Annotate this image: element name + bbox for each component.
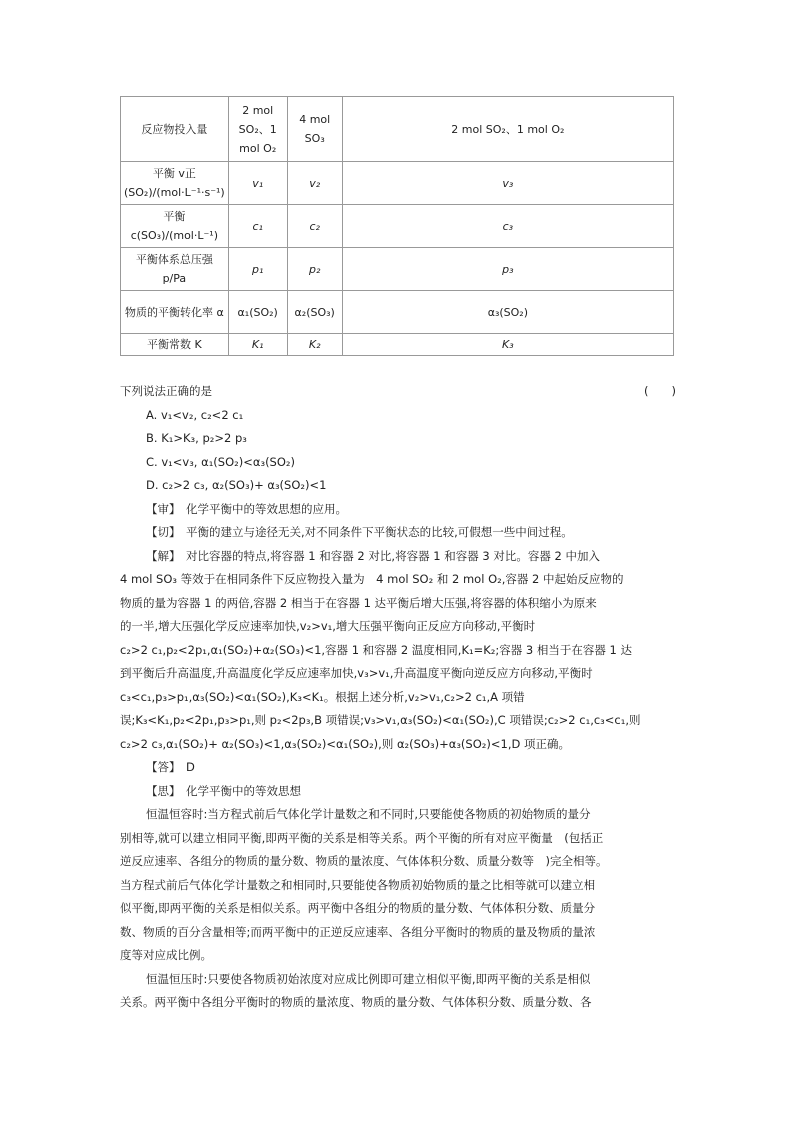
- table-row: [121, 291, 674, 334]
- table-cell: K₃: [342, 334, 673, 356]
- qie-tag: 【切】: [146, 525, 181, 539]
- table-cell: K₁: [228, 334, 287, 356]
- si-tag: 【思】: [146, 783, 181, 798]
- question-block: [120, 380, 676, 1015]
- jie-text: c₃<c₁,p₃>p₁,α₃(SO₂)<α₁(SO₂),K₃<K₁。根据上述分析,v₂>v₁,c₂>2 c₁,A 项错: [120, 689, 525, 704]
- table-header-row: [121, 97, 674, 162]
- jie-text: 物质的量为容器 1 的两倍,容器 2 相当于在容器 1 达平衡后增大压强,将容器的体积缩小为原来: [120, 595, 597, 610]
- table-row: [121, 205, 674, 248]
- para1-text: 数、物质的百分含量相等;而两平衡中的正逆反应速率、各组分平衡时的物质的量及物质的量浓: [120, 924, 596, 939]
- table-cell: 物质的平衡转化率 α: [121, 291, 229, 334]
- option-a: A. v₁<v₂, c₂<2 c₁: [146, 407, 244, 422]
- para1-text: 度等对应成比例。: [120, 948, 212, 962]
- para1-text: 似平衡,即两平衡的关系是相似关系。两平衡中各组分的物质的量分数、气体体积分数、质量分: [120, 901, 596, 915]
- table-cell: α₃(SO₂): [342, 291, 673, 334]
- table-cell: c₁: [228, 205, 287, 248]
- option-b: B. K₁>K₃, p₂>2 p₃: [146, 431, 247, 445]
- table-row: [121, 248, 674, 291]
- qie-line: [120, 521, 676, 545]
- da-text: D: [186, 760, 195, 774]
- jie-text: c₂>2 c₁,p₂<2p₁,α₁(SO₂)+α₂(SO₃)<1,容器 1 和容器 2 温度相同,K₁=K₂;容器 3 相当于在容器 1 达: [120, 642, 633, 657]
- table-cell: v₂: [287, 162, 342, 205]
- table-cell: 反应物投入量: [121, 97, 229, 162]
- table-cell: 2 mol SO₂、1 mol O₂: [228, 97, 287, 162]
- question-text: 下列说法正确的是: [120, 384, 212, 398]
- table-cell: p₃: [342, 248, 673, 291]
- para2-text: 关系。两平衡中各组分平衡时的物质的量浓度、物质的量分数、气体体积分数、质量分数、各: [120, 995, 592, 1009]
- answer-bracket: ( ): [644, 384, 676, 398]
- table-cell: c₂: [287, 205, 342, 248]
- para1-text: 别相等,就可以建立相同平衡,即两平衡的关系是相等关系。两个平衡的所有对应平衡量 (包括正: [120, 830, 604, 845]
- si-text: 化学平衡中的等效思想: [186, 783, 301, 798]
- table-cell: v₁: [228, 162, 287, 205]
- table-cell: v₃: [342, 162, 673, 205]
- si-line: [120, 780, 676, 804]
- table-cell: 平衡常数 K: [121, 334, 229, 356]
- table-cell: c₃: [342, 205, 673, 248]
- jie-tag: 【解】: [146, 548, 181, 563]
- qie-text: 平衡的建立与途径无关,对不同条件下平衡状态的比较,可假想一些中间过程。: [186, 525, 573, 539]
- para2-first: 恒温恒压时:只要使各物质初始浓度对应成比例即可建立相似平衡,即两平衡的关系是相似: [146, 971, 591, 986]
- table-cell: 平衡 v正(SO₂)/(mol·L⁻¹·s⁻¹): [121, 162, 229, 205]
- shen-tag: 【审】: [146, 501, 181, 516]
- para1-text: 逆反应速率、各组分的物质的量分数、物质的量浓度、气体体积分数、质量分数等 )完全相等。: [120, 854, 608, 868]
- shen-text: 化学平衡中的等效思想的应用。: [186, 501, 347, 516]
- table-cell: K₂: [287, 334, 342, 356]
- para1-text: 当方程式前后气体化学计量数之和相同时,只要能使各物质初始物质的量之比相等就可以建立相: [120, 877, 596, 892]
- conditions-table: [120, 96, 674, 356]
- table-cell: 平衡体系总压强 p/Pa: [121, 248, 229, 291]
- da-line: [120, 756, 676, 780]
- option-d: D. c₂>2 c₃, α₂(SO₃)+ α₃(SO₂)<1: [146, 478, 327, 492]
- da-tag: 【答】: [146, 760, 181, 774]
- table-cell: α₁(SO₂): [228, 291, 287, 334]
- jie-text: 到平衡后升高温度,升高温度化学反应速率加快,v₃>v₁,升高温度平衡向逆反应方向移动,平衡时: [120, 666, 593, 680]
- table-cell: 平衡 c(SO₃)/(mol·L⁻¹): [121, 205, 229, 248]
- table-cell: p₂: [287, 248, 342, 291]
- jie-line: [120, 545, 676, 569]
- table-row: [121, 334, 674, 356]
- table-cell: 4 mol SO₃: [287, 97, 342, 162]
- jie-first: 对比容器的特点,将容器 1 和容器 2 对比,将容器 1 和容器 3 对比。容器 2 中加入: [186, 548, 600, 563]
- question-stem: [120, 380, 676, 404]
- jie-text: 的一半,增大压强化学反应速率加快,v₂>v₁,增大压强平衡向正反应方向移动,平衡时: [120, 619, 536, 633]
- shen-line: [120, 498, 676, 522]
- para1-first: 恒温恒容时:当方程式前后气体化学计量数之和不同时,只要能使各物质的初始物质的量分: [146, 807, 591, 821]
- table-row: [121, 162, 674, 205]
- jie-text: 4 mol SO₃ 等效于在相同条件下反应物投入量为 4 mol SO₂ 和 2 mol O₂,容器 2 中起始反应物的: [120, 572, 624, 586]
- table-cell: p₁: [228, 248, 287, 291]
- table-cell: α₂(SO₃): [287, 291, 342, 334]
- option-c: C. v₁<v₃, α₁(SO₂)<α₃(SO₂): [146, 454, 296, 469]
- table-cell: 2 mol SO₂、1 mol O₂: [342, 97, 673, 162]
- jie-text: c₂>2 c₃,α₁(SO₂)+ α₂(SO₃)<1,α₃(SO₂)<α₁(SO₂),则 α₂(SO₃)+α₃(SO₂)<1,D 项正确。: [120, 736, 570, 751]
- jie-text: 误;K₃<K₁,p₂<2p₁,p₃>p₁,则 p₂<2p₃,B 项错误;v₃>v₁,α₃(SO₂)<α₁(SO₂),C 项错误;c₂>2 c₁,c₃<c₁,则: [120, 713, 641, 727]
